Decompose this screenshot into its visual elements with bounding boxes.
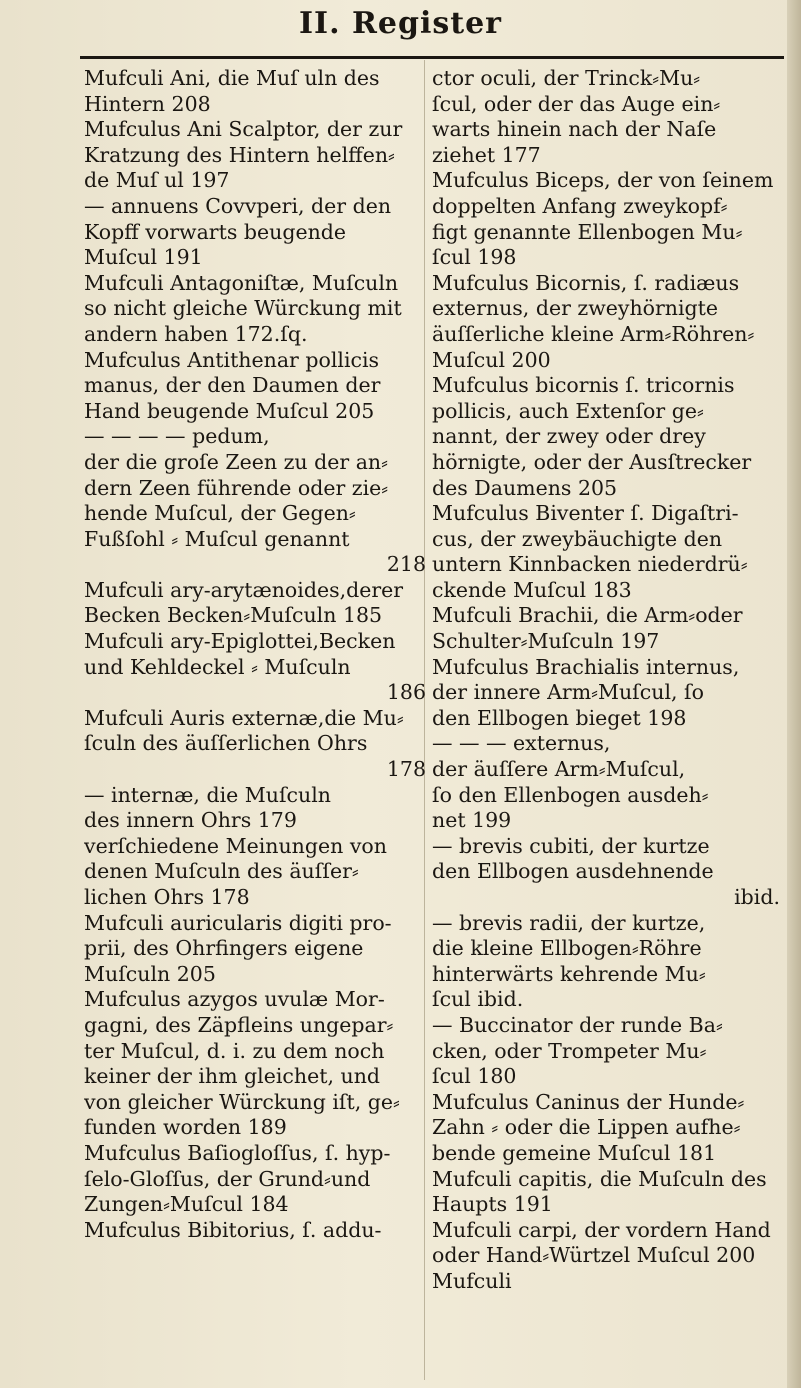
index-line: Muſculn 205 bbox=[84, 961, 216, 986]
index-line: — — — externus, bbox=[432, 731, 611, 756]
index-line: — brevis cubiti, der kurtze bbox=[432, 833, 710, 858]
index-line: 186 bbox=[386, 680, 426, 705]
index-line: die kleine Ellbogen⸗Röhre bbox=[432, 936, 702, 961]
index-line: äuſſerliche kleine Arm⸗Röhren⸗ bbox=[432, 321, 755, 346]
index-line: des innern Ohrs 179 bbox=[84, 808, 297, 833]
index-line: ſcul ibid. bbox=[432, 987, 524, 1012]
index-line: lichen Ohrs 178 bbox=[84, 885, 250, 909]
index-line: figt genannte Ellenbogen Mu⸗ bbox=[432, 219, 743, 244]
index-line: Mufculi Ani, die Muſ uln des bbox=[84, 66, 380, 90]
index-line: ſo den Ellenbogen ausdeh⸗ bbox=[432, 782, 709, 807]
index-line: hende Muſcul, der Gegen⸗ bbox=[84, 501, 356, 526]
index-line: Mufculus Caninus der Hunde⸗ bbox=[432, 1089, 745, 1114]
index-line: des Daumens 205 bbox=[432, 475, 618, 500]
index-line: der äuſſere Arm⸗Muſcul, bbox=[432, 757, 686, 782]
right-column bbox=[432, 66, 788, 1295]
index-line: ckende Muſcul 183 bbox=[432, 577, 632, 602]
index-line: ſelo-Gloſſus, der Grund⸗und bbox=[84, 1166, 371, 1191]
index-line: — internæ, die Muſculn bbox=[84, 782, 332, 807]
index-line: ſcul 180 bbox=[432, 1064, 517, 1089]
index-line: dern Zeen führende oder zie⸗ bbox=[84, 475, 389, 500]
index-line: Hintern 208 bbox=[84, 91, 211, 116]
index-line: — annuens Covvperi, der den bbox=[84, 193, 392, 218]
index-line: pollicis, auch Extenſor ge⸗ bbox=[432, 398, 704, 423]
index-line: de Muſ ul 197 bbox=[84, 168, 230, 193]
index-line: Mufculi Brachii, die Arm⸗oder bbox=[432, 603, 743, 628]
index-line: Mufculus Baſiogloſſus, ſ. hyp- bbox=[84, 1140, 391, 1165]
index-line: denen Muſculn des äuſſer⸗ bbox=[84, 859, 359, 884]
index-line: doppelten Anfang zweykopf⸗ bbox=[432, 193, 728, 218]
index-line: Muſcul 200 bbox=[432, 347, 551, 372]
index-line: den Ellbogen ausdehnende bbox=[432, 859, 714, 884]
index-line: oder Hand⸗Würtzel Muſcul 200 bbox=[432, 1243, 756, 1268]
index-line: von gleicher Würckung iſt, ge⸗ bbox=[84, 1089, 400, 1114]
index-line: Mufculus azygos uvulæ Mor- bbox=[84, 987, 385, 1012]
index-line: ſculn des äuſſerlichen Ohrs bbox=[84, 731, 368, 756]
running-header: II. Register bbox=[299, 6, 502, 41]
index-line: Mufculus Biceps, der von ſeinem bbox=[432, 168, 774, 193]
index-line: Muſcul 191 bbox=[84, 245, 203, 270]
index-line: nannt, der zwey oder drey bbox=[432, 424, 706, 449]
index-line: cus, der zweybäuchigte den bbox=[432, 526, 723, 551]
index-line: verſchiedene Meinungen von bbox=[84, 833, 387, 858]
index-line: den Ellbogen bieget 198 bbox=[432, 705, 687, 730]
index-line: gagni, des Zäpfleins ungepar⸗ bbox=[84, 1012, 394, 1037]
index-line: ibid. bbox=[734, 885, 780, 909]
header-rule bbox=[80, 56, 784, 59]
index-line: Mufculus Biventer ſ. Digaſtri- bbox=[432, 501, 739, 526]
index-line: ſcul 198 bbox=[432, 245, 517, 270]
index-line: Schulter⸗Muſculn 197 bbox=[432, 629, 660, 654]
index-line: hörnigte, oder der Ausſtrecker bbox=[432, 449, 752, 474]
index-line: Zungen⸗Muſcul 184 bbox=[84, 1192, 289, 1217]
index-line: Mufculi auricularis digiti pro- bbox=[84, 910, 392, 935]
index-line: Zahn ⸗ oder die Lippen aufhe⸗ bbox=[432, 1115, 741, 1140]
index-line: Mufculi ary-arytænoides,derer bbox=[84, 577, 404, 602]
index-line: 178 bbox=[386, 757, 426, 782]
index-line: Mufculus Brachialis internus, bbox=[432, 654, 740, 679]
index-line: andern haben 172.ſq. bbox=[84, 321, 308, 346]
index-line: — Buccinator der runde Ba⸗ bbox=[432, 1012, 723, 1037]
index-line: Mufculi Antagoniſtæ, Muſculn bbox=[84, 270, 399, 295]
index-line: cken, oder Trompeter Mu⸗ bbox=[432, 1038, 707, 1063]
index-line: Haupts 191 bbox=[432, 1192, 553, 1217]
index-line: hinterwärts kehrende Mu⸗ bbox=[432, 961, 706, 986]
index-line: Mufculi carpi, der vordern Hand bbox=[432, 1217, 771, 1242]
index-line: keiner der ihm gleichet, und bbox=[84, 1064, 381, 1089]
index-line: — — — — pedum, bbox=[84, 424, 270, 449]
index-line: Mufculus bicornis ſ. tricornis bbox=[432, 373, 735, 398]
index-line: Kratzung des Hintern helffen⸗ bbox=[84, 142, 395, 167]
index-line: funden worden 189 bbox=[84, 1115, 287, 1140]
index-line: Mufculus Ani Scalptor, der zur bbox=[84, 117, 403, 142]
index-line: Mufculus Bibitorius, ſ. addu- bbox=[84, 1217, 382, 1242]
index-line: Mufculus Bicornis, ſ. radiæus bbox=[432, 270, 740, 295]
index-line: untern Kinnbacken niederdrü⸗ bbox=[432, 552, 748, 577]
index-line: ter Muſcul, d. i. zu dem noch bbox=[84, 1038, 385, 1063]
index-line: Hand beugende Muſcul 205 bbox=[84, 398, 375, 423]
index-line: net 199 bbox=[432, 808, 512, 833]
index-line: Mufculi bbox=[432, 1268, 512, 1293]
index-line: Fußſohl ⸗ Muſcul genannt bbox=[84, 526, 350, 551]
index-line: ctor oculi, der Trinck⸗Mu⸗ bbox=[432, 66, 701, 90]
index-line: der innere Arm⸗Muſcul, ſo bbox=[432, 680, 704, 705]
index-line: Kopff vorwarts beugende bbox=[84, 219, 347, 244]
index-line: ziehet 177 bbox=[432, 142, 541, 167]
index-line: bende gemeine Muſcul 181 bbox=[432, 1140, 717, 1165]
index-line: und Kehldeckel ⸗ Muſculn bbox=[84, 654, 351, 679]
index-line: — brevis radii, der kurtze, bbox=[432, 910, 706, 935]
index-line: prii, des Ohrfingers eigene bbox=[84, 936, 364, 961]
index-line: 218 bbox=[386, 552, 426, 577]
index-line: warts hinein nach der Naſe bbox=[432, 117, 717, 142]
index-line: externus, der zweyhörnigte bbox=[432, 296, 719, 321]
index-line: so nicht gleiche Würckung mit bbox=[84, 296, 402, 321]
page-binding-edge bbox=[787, 0, 801, 1388]
index-line: Becken Becken⸗Muſculn 185 bbox=[84, 603, 383, 628]
index-line: Mufculus Antithenar pollicis bbox=[84, 347, 380, 372]
index-line: ſcul, oder der das Auge ein⸗ bbox=[432, 91, 721, 116]
index-line: Mufculi capitis, die Muſculn des bbox=[432, 1166, 767, 1191]
index-line: der die groſe Zeen zu der an⸗ bbox=[84, 449, 388, 474]
index-line: manus, der den Daumen der bbox=[84, 373, 381, 398]
index-line: Mufculi Auris externæ,die Mu⸗ bbox=[84, 705, 404, 730]
left-column bbox=[84, 66, 434, 1243]
index-line: Mufculi ary-Epiglottei,Becken bbox=[84, 629, 396, 654]
